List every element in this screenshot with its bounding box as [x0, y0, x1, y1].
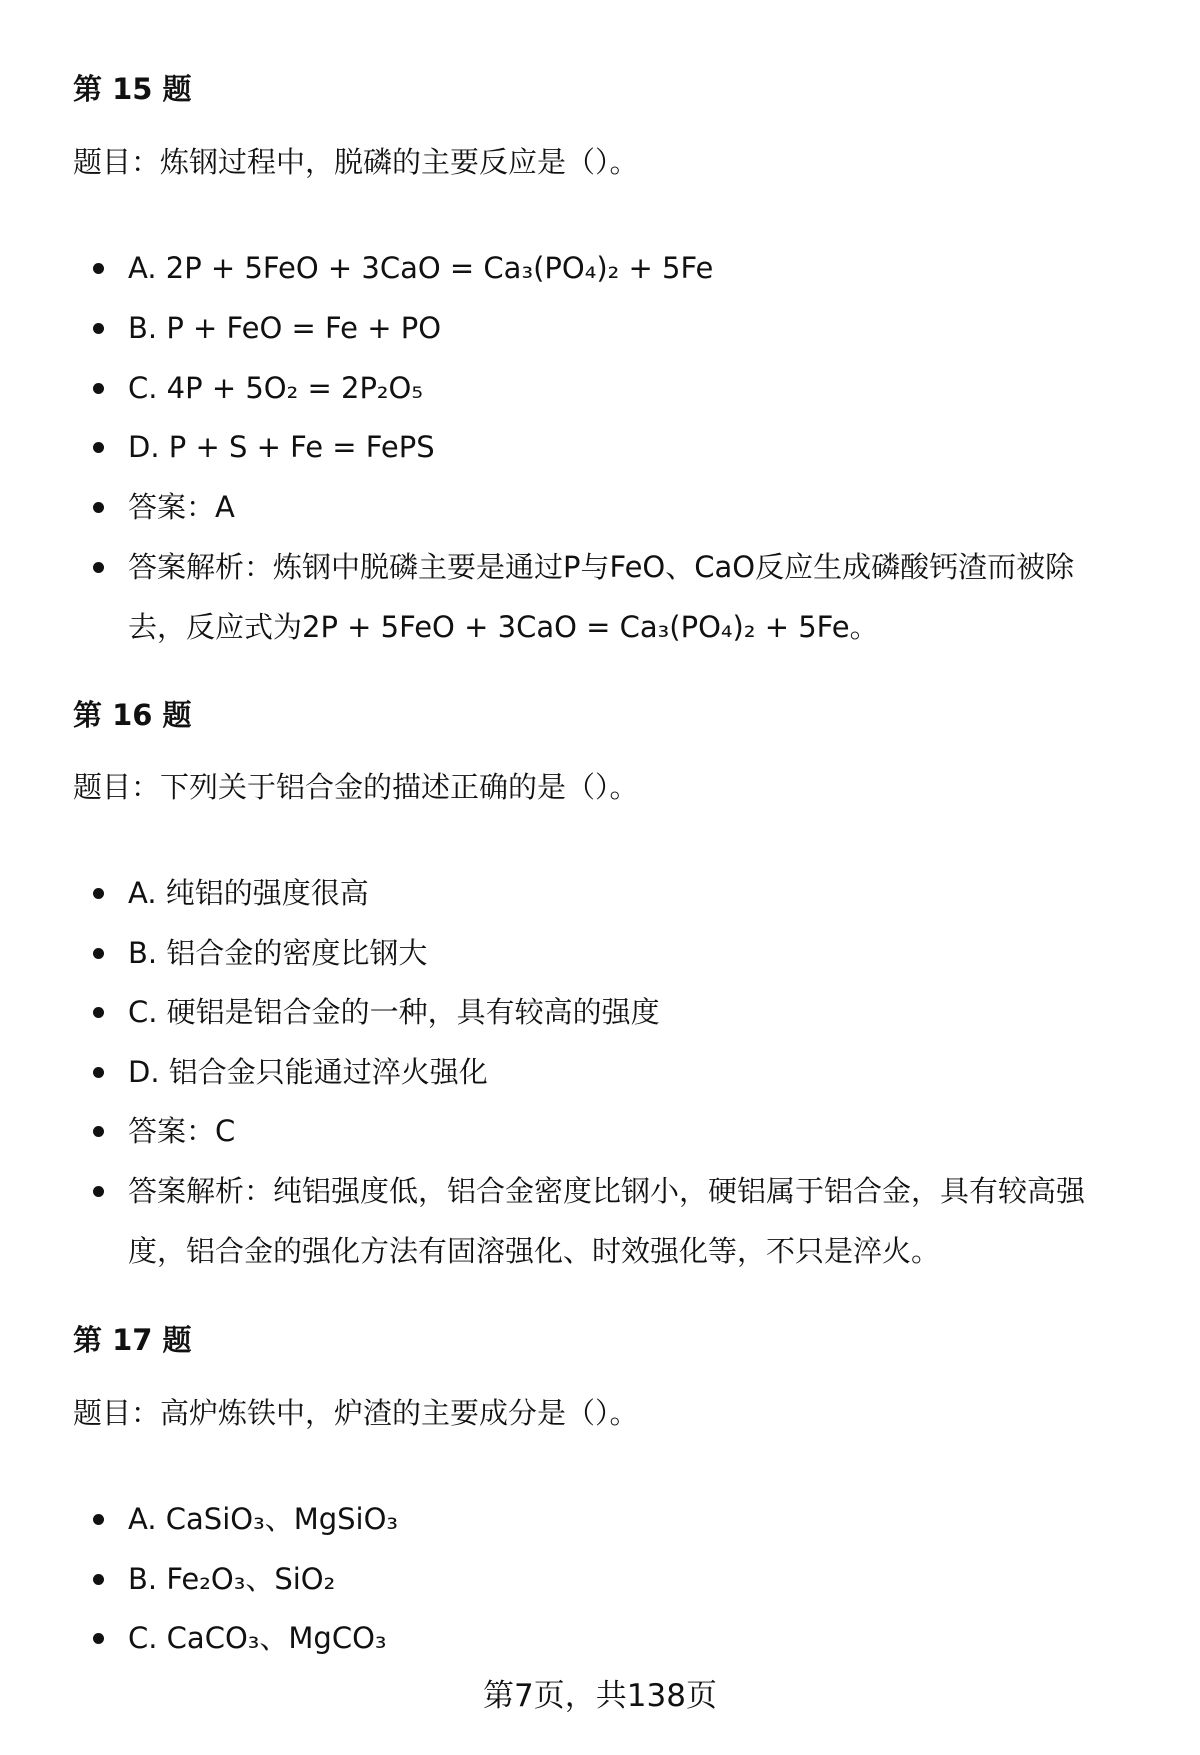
bullet-icon [93, 383, 104, 394]
option-item [128, 1489, 1120, 1549]
answer-text: 答案：A [128, 490, 235, 524]
option-text: B. P + FeO = Fe + PO [128, 311, 442, 345]
option-text: C. CaCO₃、MgCO₃ [128, 1621, 387, 1655]
analysis-text: 答案解析：纯铝强度低，铝合金密度比钢小，硬铝属于铝合金，具有较高强度，铝合金的强化方法有固溶强化、时效强化等，不只是淬火。 [128, 1174, 1086, 1268]
bullet-icon [93, 1574, 104, 1585]
bullet-icon [93, 442, 104, 453]
option-text: A. CaSiO₃、MgSiO₃ [128, 1502, 399, 1536]
option-item [128, 358, 1120, 418]
option-item [128, 1042, 1120, 1102]
option-item [128, 1608, 1120, 1668]
bullet-icon [93, 1007, 104, 1018]
option-item [128, 863, 1120, 923]
option-text: C. 4P + 5O₂ = 2P₂O₅ [128, 371, 424, 405]
answer-item [128, 477, 1120, 537]
analysis-item [128, 537, 1120, 657]
answer-text: 答案：C [128, 1114, 236, 1148]
analysis-item [128, 1161, 1120, 1281]
page-number: 第7页，共138页 [483, 1678, 717, 1714]
question-stem: 题目：高炉炼铁中，炉渣的主要成分是（）。 [73, 1396, 639, 1430]
option-item [128, 982, 1120, 1042]
option-text: B. 铝合金的密度比钢大 [128, 936, 428, 970]
option-item [128, 923, 1120, 983]
option-text: A. 2P + 5FeO + 3CaO = Ca₃(PO₄)₂ + 5Fe [128, 251, 714, 285]
bullet-icon [93, 263, 104, 274]
bullet-icon [93, 1126, 104, 1137]
option-text: A. 纯铝的强度很高 [128, 876, 369, 910]
option-text: C. 硬铝是铝合金的一种，具有较高的强度 [128, 995, 660, 1029]
option-text: B. Fe₂O₃、SiO₂ [128, 1562, 336, 1596]
option-item [128, 238, 1120, 298]
bullet-icon [93, 1633, 104, 1644]
bullet-icon [93, 948, 104, 959]
bullet-icon [93, 888, 104, 899]
bullet-icon [93, 323, 104, 334]
question-title: 第 15 题 [73, 72, 192, 106]
question-stem: 题目：下列关于铝合金的描述正确的是（）。 [73, 770, 639, 804]
bullet-icon [93, 1186, 104, 1197]
bullet-icon [93, 1514, 104, 1525]
option-item [128, 417, 1120, 477]
option-text: D. 铝合金只能通过淬火强化 [128, 1055, 488, 1089]
option-item [128, 1549, 1120, 1609]
question-title: 第 16 题 [73, 698, 192, 732]
question-stem: 题目：炼钢过程中，脱磷的主要反应是（）。 [73, 145, 639, 179]
analysis-text: 答案解析：炼钢中脱磷主要是通过P与FeO、CaO反应生成磷酸钙渣而被除去，反应式为2P + 5FeO + 3CaO = Ca₃(PO₄)₂ + 5Fe。 [128, 550, 1075, 644]
question-title: 第 17 题 [73, 1323, 192, 1357]
answer-item [128, 1101, 1120, 1161]
bullet-icon [93, 1067, 104, 1078]
bullet-icon [93, 562, 104, 573]
option-item [128, 298, 1120, 358]
option-text: D. P + S + Fe = FePS [128, 430, 435, 464]
bullet-icon [93, 502, 104, 513]
